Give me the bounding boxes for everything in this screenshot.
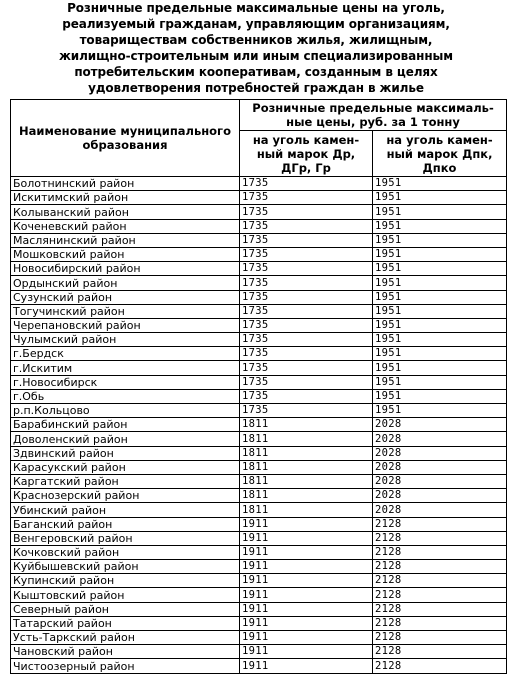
price-dr-cell: 1911	[240, 517, 373, 531]
municipality-cell: Венгеровский район	[11, 531, 240, 545]
municipality-cell: Ордынский район	[11, 276, 240, 290]
price-dpk-cell: 1951	[373, 333, 507, 347]
price-dr-cell: 1911	[240, 531, 373, 545]
price-dpk-cell: 2128	[373, 531, 507, 545]
price-dr-cell: 1735	[240, 333, 373, 347]
municipality-cell: Краснозерский район	[11, 489, 240, 503]
municipality-cell: Тогучинский район	[11, 304, 240, 318]
price-dpk-cell: 1951	[373, 375, 507, 389]
municipality-cell: Северный район	[11, 602, 240, 616]
municipality-cell: Здвинский район	[11, 446, 240, 460]
price-dpk-cell: 2128	[373, 616, 507, 630]
price-dpk-cell: 2128	[373, 517, 507, 531]
price-dpk-cell: 1951	[373, 318, 507, 332]
price-dr-cell: 1911	[240, 574, 373, 588]
table-row	[11, 489, 507, 503]
table-row	[11, 304, 507, 318]
municipality-cell: Усть-Таркский район	[11, 631, 240, 645]
price-dr-cell: 1811	[240, 503, 373, 517]
price-dr-cell: 1735	[240, 262, 373, 276]
municipality-cell: Чановский район	[11, 645, 240, 659]
municipality-cell: г.Новосибирск	[11, 375, 240, 389]
price-dpk-cell: 2128	[373, 645, 507, 659]
municipality-cell: Татарский район	[11, 616, 240, 630]
table-row	[11, 389, 507, 403]
municipality-cell: Доволенский район	[11, 432, 240, 446]
table-row	[11, 602, 507, 616]
price-table	[10, 99, 507, 674]
table-row	[11, 432, 507, 446]
price-dr-cell: 1735	[240, 361, 373, 375]
price-dpk-cell: 2128	[373, 588, 507, 602]
table-row	[11, 616, 507, 630]
price-dpk-cell: 1951	[373, 290, 507, 304]
price-dr-cell: 1911	[240, 631, 373, 645]
municipality-cell: г.Бердск	[11, 347, 240, 361]
price-dpk-cell: 2028	[373, 418, 507, 432]
price-dr-cell: 1735	[240, 404, 373, 418]
municipality-cell: Купинский район	[11, 574, 240, 588]
table-row	[11, 290, 507, 304]
municipality-cell: Барабинский район	[11, 418, 240, 432]
price-dpk-cell: 2128	[373, 560, 507, 574]
table-body	[11, 177, 507, 674]
price-dpk-cell: 1951	[373, 233, 507, 247]
price-dr-cell: 1735	[240, 276, 373, 290]
price-dr-cell: 1735	[240, 205, 373, 219]
municipality-cell: Убинский район	[11, 503, 240, 517]
municipality-cell: Искитимский район	[11, 191, 240, 205]
municipality-cell: Кыштовский район	[11, 588, 240, 602]
municipality-cell: Колыванский район	[11, 205, 240, 219]
price-dr-cell: 1735	[240, 347, 373, 361]
table-row	[11, 276, 507, 290]
municipality-cell: Карасукский район	[11, 460, 240, 474]
table-row	[11, 219, 507, 233]
table-row	[11, 446, 507, 460]
price-dpk-cell: 1951	[373, 247, 507, 261]
table-row	[11, 318, 507, 332]
price-dr-cell: 1735	[240, 177, 373, 191]
price-dr-cell: 1811	[240, 474, 373, 488]
price-dpk-cell: 1951	[373, 205, 507, 219]
price-dr-cell: 1911	[240, 545, 373, 559]
table-row	[11, 191, 507, 205]
table-row	[11, 333, 507, 347]
table-row	[11, 474, 507, 488]
price-dpk-cell: 2028	[373, 489, 507, 503]
title-line: товариществам собственников жилья, жилищным,	[79, 33, 433, 47]
municipality-cell: Кочковский район	[11, 545, 240, 559]
table-row	[11, 262, 507, 276]
price-dr-cell: 1911	[240, 616, 373, 630]
price-dpk-cell: 2128	[373, 659, 507, 673]
price-dpk-cell: 1951	[373, 276, 507, 290]
table-row	[11, 460, 507, 474]
municipality-cell: Баганский район	[11, 517, 240, 531]
price-dpk-cell: 2028	[373, 503, 507, 517]
price-dr-cell: 1735	[240, 219, 373, 233]
price-dr-cell: 1735	[240, 247, 373, 261]
column-header-price-dr: на уголь камен-ный марок Др, ДГр, Гр	[240, 131, 373, 177]
price-dr-cell: 1735	[240, 233, 373, 247]
price-dr-cell: 1735	[240, 191, 373, 205]
column-header-price-group: Розничные предельные максималь-ные цены, руб. за 1 тонну	[240, 100, 507, 131]
table-row	[11, 247, 507, 261]
table-row	[11, 659, 507, 673]
table-row	[11, 375, 507, 389]
table-row	[11, 177, 507, 191]
municipality-cell: Каргатский район	[11, 474, 240, 488]
table-row	[11, 631, 507, 645]
price-dpk-cell: 2128	[373, 574, 507, 588]
table-row	[11, 574, 507, 588]
document-title	[8, 0, 504, 96]
municipality-cell: Чулымский район	[11, 333, 240, 347]
price-dr-cell: 1735	[240, 389, 373, 403]
price-dpk-cell: 1951	[373, 361, 507, 375]
price-dpk-cell: 2028	[373, 460, 507, 474]
table-row	[11, 361, 507, 375]
title-line: Розничные предельные максимальные цены на уголь,	[67, 1, 445, 15]
municipality-cell: Новосибирский район	[11, 262, 240, 276]
table-row	[11, 503, 507, 517]
municipality-cell: Болотнинский район	[11, 177, 240, 191]
price-dpk-cell: 2028	[373, 446, 507, 460]
municipality-cell: Куйбышевский район	[11, 560, 240, 574]
price-dr-cell: 1811	[240, 418, 373, 432]
price-dpk-cell: 1951	[373, 404, 507, 418]
price-dr-cell: 1911	[240, 560, 373, 574]
price-dr-cell: 1811	[240, 446, 373, 460]
price-dpk-cell: 1951	[373, 304, 507, 318]
price-dpk-cell: 2128	[373, 631, 507, 645]
price-dr-cell: 1811	[240, 460, 373, 474]
price-dpk-cell: 1951	[373, 177, 507, 191]
column-header-price-dpk: на уголь камен-ный марок Дпк, Дпко	[373, 131, 507, 177]
price-dr-cell: 1911	[240, 588, 373, 602]
table-row	[11, 531, 507, 545]
price-dpk-cell: 1951	[373, 219, 507, 233]
title-line: удовлетворения потребностей граждан в жилье	[88, 81, 424, 95]
price-dr-cell: 1735	[240, 318, 373, 332]
price-dr-cell: 1911	[240, 645, 373, 659]
table-row	[11, 404, 507, 418]
price-dr-cell: 1911	[240, 602, 373, 616]
column-header-municipality: Наименование муниципального образования	[11, 100, 240, 177]
price-dr-cell: 1811	[240, 432, 373, 446]
price-dpk-cell: 2128	[373, 602, 507, 616]
municipality-cell: г.Обь	[11, 389, 240, 403]
price-dpk-cell: 2028	[373, 432, 507, 446]
municipality-cell: Мошковский район	[11, 247, 240, 261]
municipality-cell: р.п.Кольцово	[11, 404, 240, 418]
price-dpk-cell: 2128	[373, 545, 507, 559]
price-dpk-cell: 1951	[373, 262, 507, 276]
title-line: реализуемый гражданам, управляющим организациям,	[62, 17, 450, 31]
table-row	[11, 418, 507, 432]
price-dr-cell: 1735	[240, 375, 373, 389]
municipality-cell: Коченевский район	[11, 219, 240, 233]
price-dr-cell: 1811	[240, 489, 373, 503]
table-row	[11, 645, 507, 659]
municipality-cell: Маслянинский район	[11, 233, 240, 247]
table-row	[11, 347, 507, 361]
table-row	[11, 545, 507, 559]
price-dpk-cell: 2028	[373, 474, 507, 488]
price-dr-cell: 1735	[240, 304, 373, 318]
price-dr-cell: 1911	[240, 659, 373, 673]
municipality-cell: Черепановский район	[11, 318, 240, 332]
price-dpk-cell: 1951	[373, 389, 507, 403]
price-dr-cell: 1735	[240, 290, 373, 304]
municipality-cell: Чистоозерный район	[11, 659, 240, 673]
table-row	[11, 588, 507, 602]
table-row	[11, 517, 507, 531]
table-row	[11, 205, 507, 219]
municipality-cell: г.Искитим	[11, 361, 240, 375]
table-row	[11, 560, 507, 574]
price-dpk-cell: 1951	[373, 191, 507, 205]
title-line: потребительским кооперативам, созданным в целях	[74, 65, 438, 79]
price-dpk-cell: 1951	[373, 347, 507, 361]
title-line: жилищно-строительным или иным специализированным	[58, 49, 454, 63]
table-header	[11, 100, 507, 177]
table-row	[11, 233, 507, 247]
municipality-cell: Сузунский район	[11, 290, 240, 304]
